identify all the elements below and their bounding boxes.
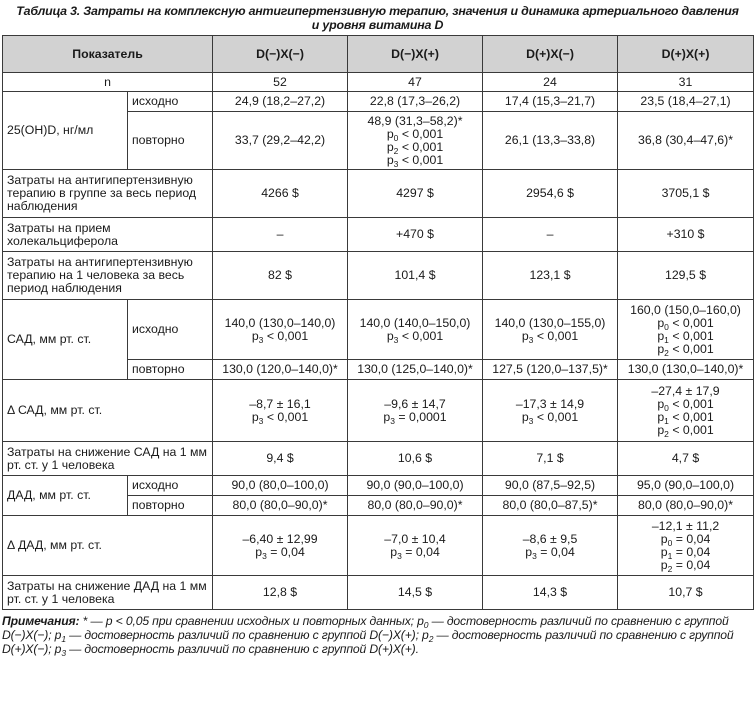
cell: 24,9 (18,2–27,2) — [213, 92, 348, 112]
caption-line-1: Таблица 3. Затраты на комплексную антигипертензивную терапию, значения и динамика артериального давления — [16, 4, 739, 18]
table-row-delta-dad — [3, 516, 754, 576]
sub-label: повторно — [128, 360, 213, 380]
cell: 80,0 (80,0–90,0)* — [213, 496, 348, 516]
table-row-dad-base — [3, 476, 754, 496]
cell: 140,0 (130,0–155,0) $p_3 < 0,001$ — [483, 300, 618, 360]
cell: 90,0 (80,0–100,0) — [213, 476, 348, 496]
cell: 23,5 (18,4–27,1) — [618, 92, 754, 112]
cell: 2954,6 $ — [483, 170, 618, 218]
cell: 33,7 (29,2–42,2) — [213, 112, 348, 170]
table-row-cost-total — [3, 170, 754, 218]
sub-label: повторно — [128, 112, 213, 170]
sub-label: исходно — [128, 92, 213, 112]
header-group-1: D(−)X(−) — [213, 36, 348, 73]
cell: 127,5 (120,0–137,5)* — [483, 360, 618, 380]
cell: 4266 $ — [213, 170, 348, 218]
cell: 123,1 $ — [483, 252, 618, 300]
table-row-cost-chole — [3, 218, 754, 252]
cell: 10,7 $ — [618, 576, 754, 610]
row-label: Затраты на снижение САД на 1 мм рт. ст. у 1 человека — [3, 442, 213, 476]
p-value: $p_2 < 0,001$ — [386, 139, 444, 156]
header-row — [3, 36, 754, 73]
cell: –27,4 ± 17,9 $p_0 < 0,001$ $p_1 < 0,001$ $p_2 < 0,001$ — [618, 380, 754, 442]
sub-label: повторно — [128, 496, 213, 516]
cell: 22,8 (17,3–26,2) — [348, 92, 483, 112]
cell: 82 $ — [213, 252, 348, 300]
cell: –17,3 ± 14,9 $p_3 < 0,001$ — [483, 380, 618, 442]
row-label: САД, мм рт. ст. — [3, 300, 128, 380]
sub-label: исходно — [128, 300, 213, 360]
row-label: ДАД, мм рт. ст. — [3, 476, 128, 516]
cell: 160,0 (150,0–160,0) $p_0 < 0,001$ $p_1 < 0,001$ $p_2 < 0,001$ — [618, 300, 754, 360]
notes-title: Примечания: — [2, 614, 80, 628]
table-row-n — [3, 73, 754, 92]
cost-table — [2, 35, 754, 610]
caption-line-2: и уровня витамина D — [311, 18, 444, 32]
cell: 130,0 (125,0–140,0)* — [348, 360, 483, 380]
cell: +310 $ — [618, 218, 754, 252]
cell: 4,7 $ — [618, 442, 754, 476]
header-group-4: D(+)X(+) — [618, 36, 754, 73]
cell: +470 $ — [348, 218, 483, 252]
cell: –12,1 ± 11,2 $p_0 = 0,04$ $p_1 = 0,04$ $p_2 = 0,04$ — [618, 516, 754, 576]
table-caption — [2, 4, 753, 32]
cell: 7,1 $ — [483, 442, 618, 476]
cell: 47 — [348, 73, 483, 92]
p-value: $p_0 < 0,001$ — [386, 126, 444, 143]
cell: 140,0 (140,0–150,0) $p_3 < 0,001$ — [348, 300, 483, 360]
cell: 130,0 (120,0–140,0)* — [213, 360, 348, 380]
cell-value: 48,9 (31,3–58,2)* — [367, 113, 463, 128]
table-row-delta-sad — [3, 380, 754, 442]
cell: 10,6 $ — [348, 442, 483, 476]
cell: –8,6 ± 9,5 $p_3 = 0,04$ — [483, 516, 618, 576]
table-row-sad-base — [3, 300, 754, 360]
cell — [348, 112, 483, 170]
cell: –7,0 ± 10,4 $p_3 = 0,04$ — [348, 516, 483, 576]
cell: 4297 $ — [348, 170, 483, 218]
cell: 12,8 $ — [213, 576, 348, 610]
table-row-cost-sad — [3, 442, 754, 476]
cell: 80,0 (80,0–90,0)* — [618, 496, 754, 516]
row-label: Затраты на антигипертензивную терапию в группе за весь период наблюдения — [3, 170, 213, 218]
cell: 36,8 (30,4–47,6)* — [618, 112, 754, 170]
row-label: Затраты на антигипертензивную терапию на 1 человека за весь период наблюдения — [3, 252, 213, 300]
header-indicator: Показатель — [3, 36, 213, 73]
p-value: $p_3 < 0,001$ — [386, 152, 444, 169]
sub-label: исходно — [128, 476, 213, 496]
cell: 140,0 (130,0–140,0) $p_3 < 0,001$ — [213, 300, 348, 360]
cell: –8,7 ± 16,1 $p_3 < 0,001$ — [213, 380, 348, 442]
table-row-cost-dad — [3, 576, 754, 610]
cell: 129,5 $ — [618, 252, 754, 300]
cell: 17,4 (15,3–21,7) — [483, 92, 618, 112]
table-row-cost-person — [3, 252, 754, 300]
cell: 14,5 $ — [348, 576, 483, 610]
table-row-vitd-base — [3, 92, 754, 112]
row-label: Затраты на снижение ДАД на 1 мм рт. ст. у 1 человека — [3, 576, 213, 610]
cell: –9,6 ± 14,7 $p_3 = 0,0001$ — [348, 380, 483, 442]
cell: 24 — [483, 73, 618, 92]
table-notes: Примечания: * — p < 0,05 при сравнении исходных и повторных данных; $p_0$ — достоверность различий по сравнению с группой D(−)X(−); $p_1$ — достоверность различий по сравнению с группой D(−)X(+); $p_2$ — достоверность различий по сравнению с группой D(+)X(−); $p_3$ — достоверность различий по сравнению с группой D(+)X(+). — [2, 614, 734, 658]
cell: –6,40 ± 12,99 $p_3 = 0,04$ — [213, 516, 348, 576]
cell: 101,4 $ — [348, 252, 483, 300]
cell: 3705,1 $ — [618, 170, 754, 218]
document-page — [0, 4, 755, 656]
header-group-2: D(−)X(+) — [348, 36, 483, 73]
cell: 14,3 $ — [483, 576, 618, 610]
row-label: n — [3, 73, 213, 92]
row-label: Затраты на прием холекальциферола — [3, 218, 213, 252]
row-label: Δ САД, мм рт. ст. — [3, 380, 213, 442]
cell: 26,1 (13,3–33,8) — [483, 112, 618, 170]
header-group-3: D(+)X(−) — [483, 36, 618, 73]
cell: 95,0 (90,0–100,0) — [618, 476, 754, 496]
cell: 52 — [213, 73, 348, 92]
row-label: 25(OH)D, нг/мл — [3, 92, 128, 170]
cell: 90,0 (90,0–100,0) — [348, 476, 483, 496]
cell: 31 — [618, 73, 754, 92]
row-label: Δ ДАД, мм рт. ст. — [3, 516, 213, 576]
cell: 80,0 (80,0–87,5)* — [483, 496, 618, 516]
cell: 90,0 (87,5–92,5) — [483, 476, 618, 496]
cell: – — [483, 218, 618, 252]
cell: 9,4 $ — [213, 442, 348, 476]
cell: 80,0 (80,0–90,0)* — [348, 496, 483, 516]
cell: 130,0 (130,0–140,0)* — [618, 360, 754, 380]
cell: – — [213, 218, 348, 252]
